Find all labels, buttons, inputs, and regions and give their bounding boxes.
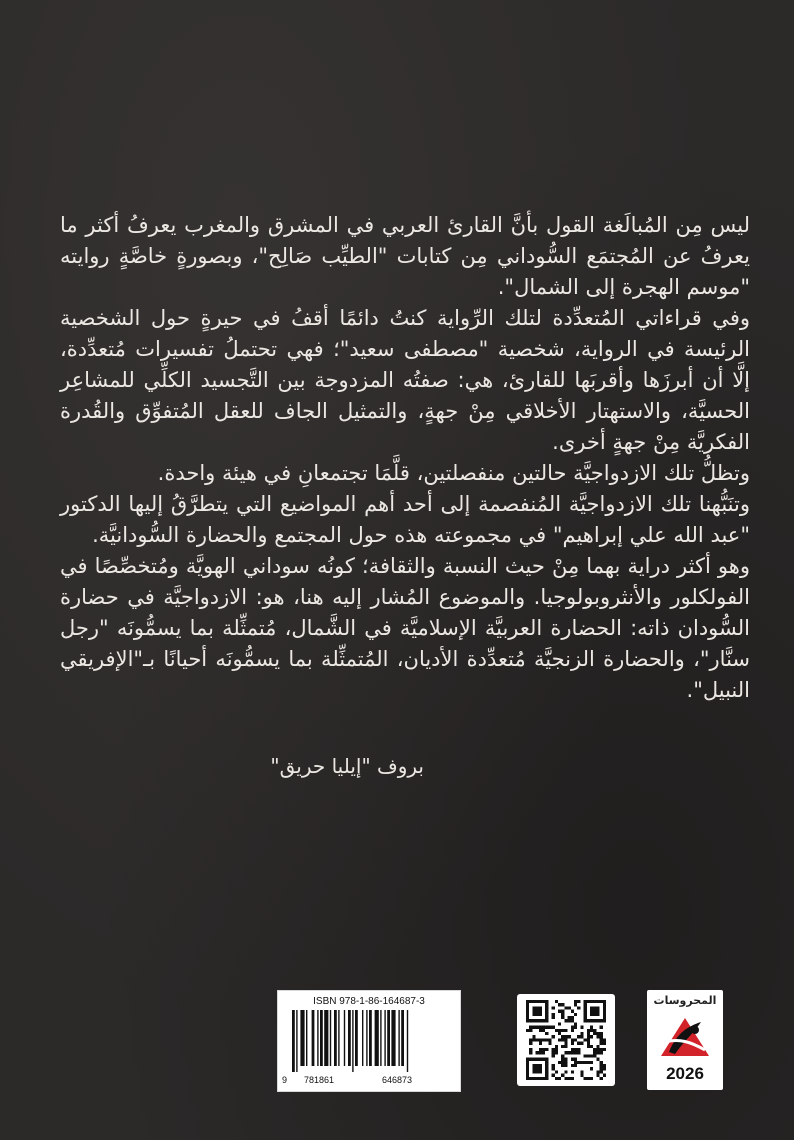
barcode-digits-left: 781861 bbox=[304, 1075, 335, 1085]
barcode-digits-right: 646873 bbox=[382, 1075, 413, 1085]
isbn-label: ISBN 978-1-86-164687-3 bbox=[313, 996, 425, 1007]
publisher-logo-icon bbox=[655, 1012, 715, 1062]
isbn-barcode bbox=[277, 990, 461, 1092]
publisher-year: 2026 bbox=[666, 1064, 704, 1083]
blurb-paragraph-2: وفي قراءاتي المُتعدِّدة لتلك الرِّواية كنتُ دائمًا أقفُ في حيرةٍ حول الشخصية الرئيسة في الرواية، شخصية "مصطفى سعيد"؛ فهي تحتملُ تفسيرات مُتعدِّدة، إلَّا أن أبرزَها وأقربَها للقارئ، هي: صفتُه المزدوجة بين التَّجسيد الكلِّي للمشاعِر الحسيَّة، والاستهتار الأخلاقي مِنْ جهةٍ، والتمثيل الجاف للعقل المُتفوِّق والقُدرة الفكريَّة مِنْ جهةٍ أخرى. bbox=[60, 306, 750, 454]
blurb-paragraph-5: وهو أكثر دراية بهما مِنْ حيث النسبة والثقافة؛ كونُه سوداني الهويَّة ومُتخصِّصًا في الفولكلور والأنثروبولوجيا. والموضوع المُشار إليه هنا، هو: الازدواجيَّة في حضارة السُّودان ذاته: الحضارة العربيَّة الإسلاميَّة في الشَّمال، مُتمثِّلة بما يسمُّونَه "رجل سنَّار"، والحضارة الزنجيَّة مُتعدِّدة الأديان، المُتمثِّلة بما يسمُّونَه أحيانًا بـ"الإفريقي النبيل". bbox=[60, 554, 750, 702]
publisher-name: المحروسات bbox=[653, 994, 717, 1007]
qr-code-icon bbox=[526, 1000, 606, 1080]
barcode-icon bbox=[290, 1010, 448, 1072]
blurb-paragraph-1: ليس مِن المُبالَغة القول بأنَّ القارئ العربي في المشرق والمغرب يعرفُ أكثر ما يعرفُ عن المُجتمَع السُّوداني مِن كتابات "الطيِّب صَالِح"، وبصورةٍ خاصَّةٍ روايته "موسم الهجرة إلى الشمال". bbox=[60, 213, 750, 299]
blurb-paragraph-3: وتظلُّ تلك الازدواجيَّة حالتين منفصلتين، قلَّمَا تجتمعانِ في هيئة واحدة. bbox=[157, 461, 750, 485]
barcode-digit-first: 9 bbox=[282, 1075, 288, 1085]
blurb-text bbox=[60, 210, 750, 706]
qr-code bbox=[517, 994, 615, 1086]
blurb-paragraph-4: وتنَبُّهنا تلك الازدواجيَّة المُنفصمة إلى أحد أهم المواضيع التي يتطرَّقُ إليها الدكتور "عبد الله علي إبراهيم" في مجموعته هذه حول المجتمع والحضارة السُّودانيَّة. bbox=[60, 492, 750, 547]
author-signature: بروف "إيليا حريق" bbox=[270, 754, 424, 778]
publisher-logo bbox=[647, 990, 723, 1090]
